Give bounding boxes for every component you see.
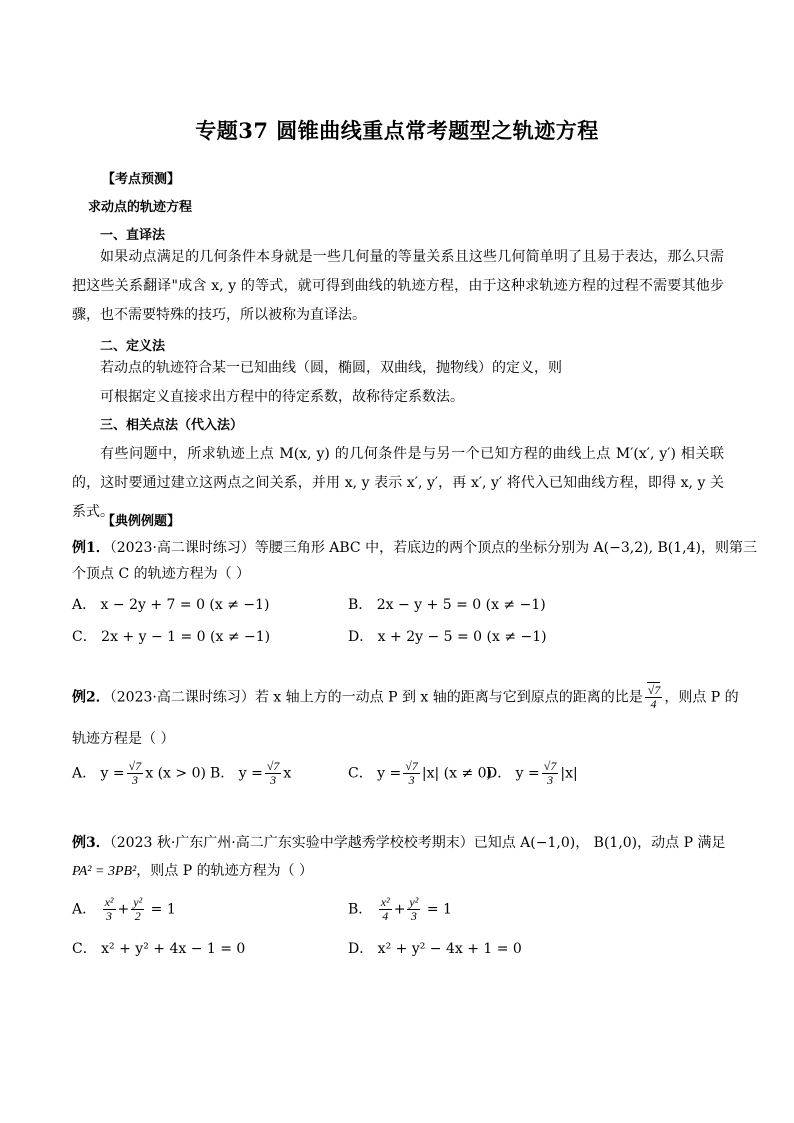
option-d-prefix: D． y =: [486, 765, 540, 782]
example2-option-c[interactable]: [348, 760, 492, 787]
option-a-term1: [103, 896, 116, 923]
example2-text: （2023·高二课时练习）若 x 轴上方的一动点 P 到 x 轴的距离与它到原点的距离的比是: [109, 689, 643, 706]
option-a-term2: [131, 896, 144, 923]
option-d-suffix: |x|: [560, 765, 578, 782]
example3-line2: [72, 860, 313, 880]
section-examples-heading: 【典例例题】: [102, 514, 181, 529]
option-c-coefficient: [403, 760, 420, 787]
method3-heading: 三、相关点法（代入法）: [100, 418, 244, 433]
example1-option-b[interactable]: B． 2x − y + 5 = 0 (x ≠ −1): [348, 597, 546, 613]
coef-den: 3: [270, 773, 277, 787]
option-c-prefix: C． y =: [348, 765, 402, 782]
option-b-coefficient: [265, 760, 282, 787]
coef-num: √7: [128, 759, 142, 773]
option-a-coefficient: [127, 760, 144, 787]
coef-den: 3: [408, 773, 415, 787]
example3-option-d[interactable]: D． x² + y² − 4x + 1 = 0: [348, 941, 522, 957]
example1-option-d[interactable]: D． x + 2y − 5 = 0 (x ≠ −1): [348, 629, 547, 645]
example1-option-c[interactable]: C． 2x + y − 1 = 0 (x ≠ −1): [72, 629, 271, 645]
term1-num: x²: [104, 895, 114, 909]
plus-sign: +: [117, 901, 130, 918]
example2-ratio-fraction: [645, 684, 663, 711]
option-b-prefix: B． y =: [210, 765, 263, 782]
method1-paragraph: 如果动点满足的几何条件本身就是一些几何量的等量关系且这些几何简单明了且易于表达，那么只需把这些关系翻译"成含 x, y 的等式，就可得到曲线的轨迹方程，由于这种求轨迹方程的过程不需要其他步骤，也不需要特殊的技巧，所以被称为直译法。: [72, 249, 724, 323]
example3-option-c[interactable]: C． x² + y² + 4x − 1 = 0: [72, 941, 246, 957]
option-b-suffix: x: [283, 765, 292, 782]
example2-option-a[interactable]: [72, 760, 206, 787]
example2-option-d[interactable]: [486, 760, 578, 787]
example2-ratio-denominator: 4: [650, 697, 657, 711]
example2-ratio-numerator: √7: [647, 683, 661, 697]
example3-option-a[interactable]: [72, 896, 176, 923]
option-b-rhs: = 1: [426, 901, 452, 918]
term1-den: 3: [106, 909, 113, 923]
example1-label: 例1．: [72, 540, 110, 556]
coef-den: 3: [547, 773, 554, 787]
term2-num: y²: [409, 895, 419, 909]
example3-option-b[interactable]: [348, 896, 452, 923]
term2-num: y²: [133, 895, 143, 909]
method3-paragraph: 有些问题中，所求轨迹上点 M(x, y) 的几何条件是与另一个已知方程的曲线上点 M′(x′, y′) 相关联的，这时要通过建立这两点之间关系，并用 x, y 表示 x′, y′，再 x′, y′ 将代入已知曲线方程，即得 x, y 关系式。: [72, 446, 724, 520]
section-preview-heading: 【考点预测】: [102, 172, 181, 187]
option-a-label: A．: [72, 901, 97, 918]
example3-label: 例3．: [72, 835, 110, 851]
coef-den: 3: [131, 773, 138, 787]
example2-line2: 轨迹方程是（ ）: [72, 731, 175, 747]
coef-num: √7: [405, 759, 418, 773]
example1-text: （2023·高二课时练习）等腰三角形 ABC 中，若底边的两个顶点的坐标分别为 A(−3,2), B(1,4)，则第三: [109, 540, 757, 556]
term1-den: 4: [382, 909, 389, 923]
example2-label: 例2．: [72, 689, 110, 706]
option-d-coefficient: [542, 760, 559, 787]
example3-text: （2023 秋·广东广州·高二广东实验中学越秀学校校考期末）已知点 A(−1,0)， B(1,0)，动点 P 满足: [109, 835, 726, 851]
coef-num: √7: [543, 759, 557, 773]
method1-heading: 一、直译法: [100, 228, 166, 243]
example2-option-b[interactable]: [210, 760, 291, 787]
page-title: 专题37 圆锥曲线重点常考题型之轨迹方程: [195, 118, 599, 143]
example1-line1: [72, 537, 757, 557]
option-a-suffix: x (x > 0): [145, 765, 206, 782]
example3-vector-equation: PA² = 3PB²: [72, 864, 137, 879]
option-b-term2: [407, 896, 420, 923]
topic-heading: 求动点的轨迹方程: [88, 200, 193, 215]
example1-line2: 个顶点 C 的轨迹方程为（ ）: [72, 566, 251, 582]
option-a-prefix: A． y =: [72, 765, 125, 782]
term2-den: 2: [134, 909, 141, 923]
term1-num: x²: [380, 895, 390, 909]
method2-line2: 可根据定义直接求出方程中的待定系数，故称待定系数法。: [100, 389, 464, 405]
option-a-rhs: = 1: [150, 901, 176, 918]
term2-den: 3: [410, 909, 417, 923]
example3-line2-text: ，则点 P 的轨迹方程为（ ）: [136, 863, 314, 879]
option-c-suffix: |x| (x ≠ 0): [421, 765, 492, 782]
method2-line1: 若动点的轨迹符合某一已知曲线（圆，椭圆，双曲线，抛物线）的定义，则: [100, 360, 562, 376]
plus-sign: +: [393, 901, 406, 918]
option-b-term1: [379, 896, 392, 923]
example2-line1: [72, 684, 739, 711]
example2-text-end: ，则点 P 的: [664, 689, 739, 706]
coef-num: √7: [266, 759, 280, 773]
option-b-label: B．: [348, 901, 373, 918]
example3-line1: [72, 832, 725, 852]
method2-heading: 二、定义法: [100, 339, 166, 354]
example1-option-a[interactable]: A． x − 2y + 7 = 0 (x ≠ −1): [72, 597, 270, 613]
